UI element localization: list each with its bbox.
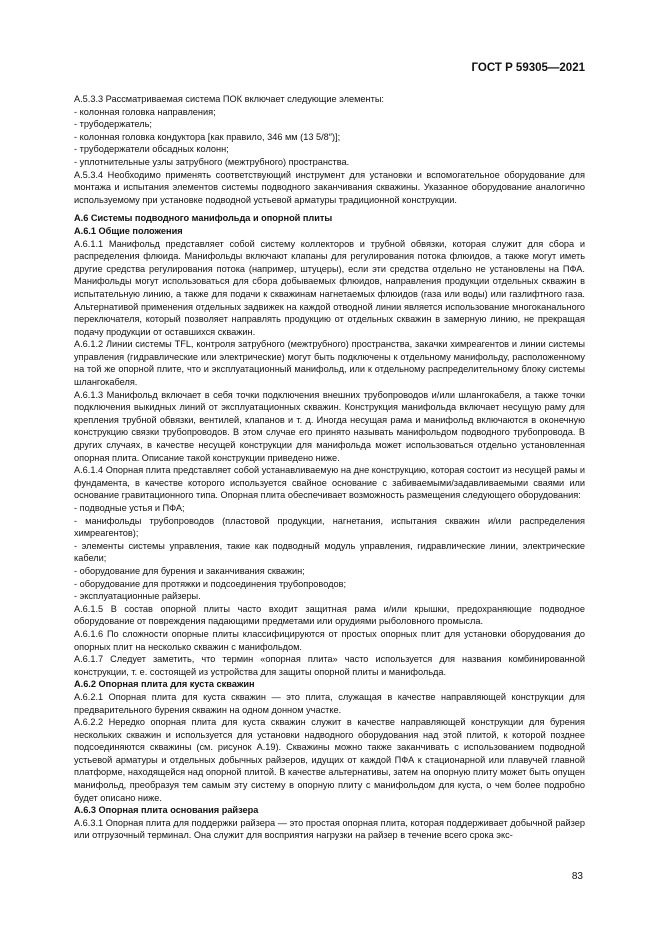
subsection-heading: А.6.3 Опорная плита основания райзера xyxy=(74,805,259,816)
list-item: - оборудование для протяжки и подсоединения трубопроводов; xyxy=(74,578,347,589)
list-item: - трубодержатель; xyxy=(74,119,152,130)
paragraph: А.6.1.6 По сложности опорные плиты классифицируются от простых опорных плит для установки оборудования до опорных плит на несколько скважин с манифольдом. xyxy=(74,628,585,652)
page-number: 83 xyxy=(571,871,583,882)
paragraph: А.6.1.5 В состав опорной плиты часто входит защитная рама и/или крышки, предохраняющие подводное оборудование от повреждения падающими предметами или орудиями рыболовного промысла. xyxy=(74,603,585,627)
list-item: - колонная головка кондуктора [как правило, 346 мм (13 5/8″)]; xyxy=(74,131,341,142)
list-item: - оборудование для бурения и заканчивания скважин; xyxy=(74,565,305,576)
list-item: - элементы системы управления, такие как подводный модуль управления, гидравлические линии, электрические кабели; xyxy=(74,540,585,564)
paragraph: А.6.1.1 Манифольд представляет собой систему коллекторов и трубной обвязки, которая служит для сбора и распределения флюида. Манифольды включают клапаны для регулирования потока флюидов, а также могут иметь другие средства регулирования потока (например, штуцеры), если эти средства отдельно не установлены на ПФА. Манифольды могут использоваться для сбора добываемых флюидов, направления продукции отдельных скважин в испытательную линию, а также для подачи к скважинам нагнетаемых флюидов (газа или воды) или газлифтного газа. Альтернативой применения отдельных задвижек на каждой отводной линии является использование многоканального переключателя, который позволяет направлять продукцию от отдельных скважин в замерную линию, не прекращая подачу продукции от оставшихся скважин. xyxy=(74,238,585,337)
list-item: - манифольды трубопроводов (пластовой продукции, нагнетания, испытания скважин и/или распределения химреагентов); xyxy=(74,515,585,539)
paragraph: А.6.1.4 Опорная плита представляет собой устанавливаемую на дне конструкцию, которая состоит из несущей рамы и фундамента, в качестве которого используется свайное основание с забиваемыми/задавливаемыми сваями или основание гравитационного типа. Опорная плита обеспечивает возможность размещения следующего оборудования: xyxy=(74,465,585,501)
paragraph: А.5.3.4 Необходимо применять соответствующий инструмент для установки и вспомогательное оборудование для монтажа и испытания элементов системы подводного заканчивания скважины. Указанное оборудование аналогично используемому при установке подводной устьевой арматуры традиционной конструкции. xyxy=(74,169,585,205)
document-header-id: ГОСТ Р 59305—2021 xyxy=(471,62,585,74)
list-item: - трубодержатели обсадных колонн; xyxy=(74,144,229,155)
list-item: - колонная головка направления; xyxy=(74,106,216,117)
paragraph: А.6.2.2 Нередко опорная плита для куста скважин служит в качестве направляющей конструкции для бурения нескольких скважин и используется для установки надводного оборудования над этой плитой, к которой позднее подсоединяются скважины (см. рисунок А.19). Скважины можно также заканчивать с использованием подводной устьевой арматуры и отдельных добычных райзеров, идущих от каждой ПФА к стационарной или плавучей главной платформе, находящейся над опорной плитой. В качестве альтернативы, затем на опорную плиту может быть опущен манифольд, преобразуя тем самым эту систему в опорную плиту с манифольдом для куста, о чем более подробно будет описано ниже. xyxy=(74,717,585,803)
list-item: - уплотнительные узлы затрубного (межтрубного) пространства. xyxy=(74,156,350,167)
document-body xyxy=(74,93,585,842)
paragraph: А.6.1.2 Линии системы TFL, контроля затрубного (межтрубного) пространства, закачки химреагентов и линии системы управления (гидравлические или электрические) могут быть подключены к отдельному манифольду, расположенному на той же опорной плите, что и эксплуатационный манифольд, или к отдельному распределительному блоку системы шлангокабеля. xyxy=(74,339,585,388)
subsection-heading: А.6.1 Общие положения xyxy=(74,225,183,236)
paragraph: А.5.3.3 Рассматриваемая система ПОК включает следующие элементы: xyxy=(74,94,384,104)
list-item: - подводные устья и ПФА; xyxy=(74,503,185,513)
paragraph: А.6.1.3 Манифольд включает в себя точки подключения внешних трубопроводов и/или шлангокабеля, а также точки подключения выкидных линий от эксплуатационных скважин. Конструкция манифольда включает несущую раму для крепления трубной обвязки, вентилей, клапанов и т. д. Иногда несущая рама и манифольд включаются в оконечную конструкцию связки трубопроводов. В этом случае его принято называть манифольдом подводного трубопровода. В других случаях, в качестве несущей конструкции для манифольда может использоваться отдельно установленная опорная плита. Описание такой конструкции приведено ниже. xyxy=(74,389,585,463)
paragraph: А.6.3.1 Опорная плита для поддержки райзера — это простая опорная плита, которая поддерживает добычной райзер или отгрузочный терминал. Она служит для восприятия нагрузки на райзер в течение всего срока экс- xyxy=(74,817,585,841)
subsection-heading: А.6.2 Опорная плита для куста скважин xyxy=(74,679,255,690)
paragraph: А.6.2.1 Опорная плита для куста скважин — это плита, служащая в качестве направляющей конструкции для предварительного бурения скважин на одном донном участке. xyxy=(74,691,585,715)
list-item: - эксплуатационные райзеры. xyxy=(74,591,201,602)
paragraph: А.6.1.7 Следует заметить, что термин «опорная плита» часто используется для названия комбинированной конструкции, т. е. состоящей из устройства для защиты опорной плиты и манифольда. xyxy=(74,654,585,677)
section-heading: А.6 Системы подводного манифольда и опорной плиты xyxy=(74,213,333,224)
